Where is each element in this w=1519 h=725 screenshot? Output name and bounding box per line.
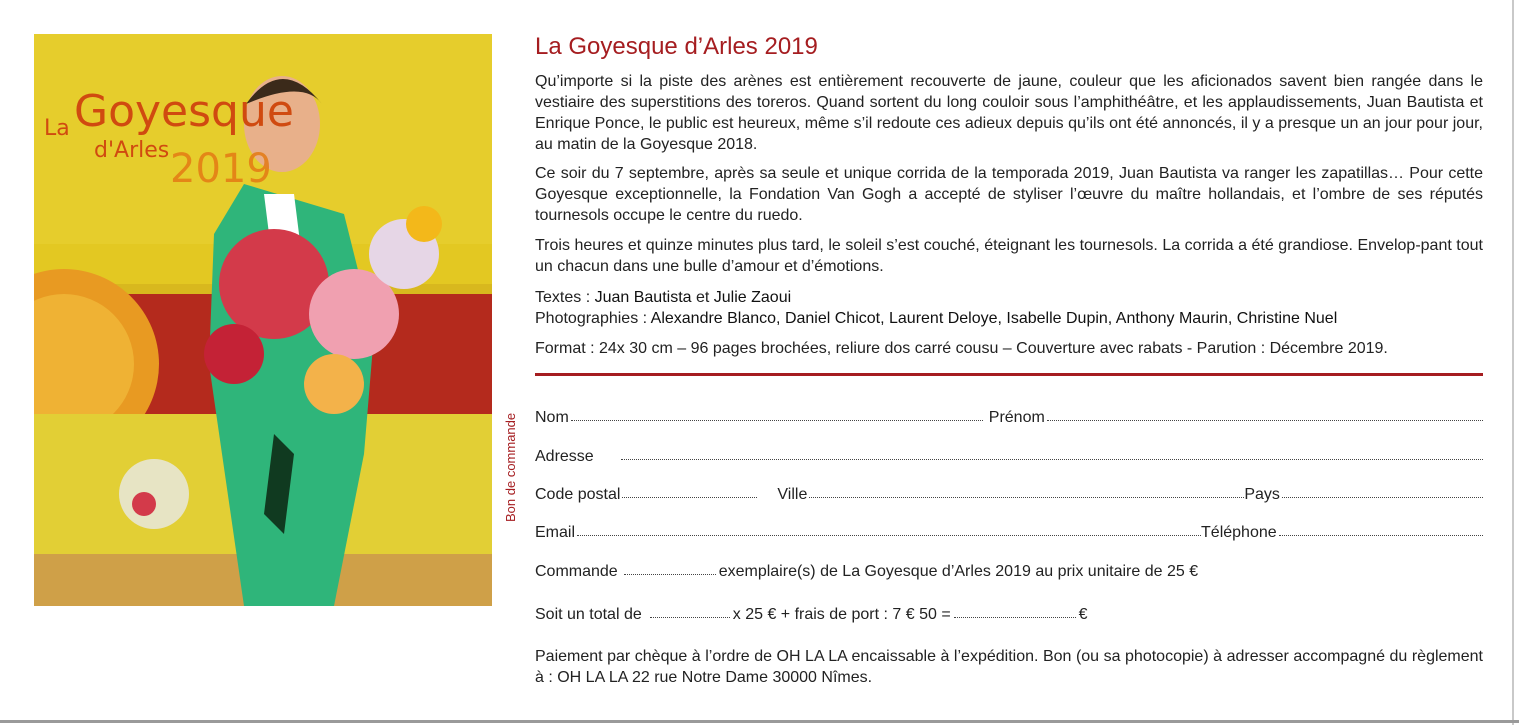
- pays-field[interactable]: [1282, 491, 1483, 498]
- email-field[interactable]: [577, 529, 1201, 536]
- telephone-field[interactable]: [1279, 529, 1483, 536]
- prenom-label: Prénom: [988, 409, 1045, 426]
- telephone-label: Téléphone: [1201, 524, 1277, 541]
- form-row-address: [535, 442, 1483, 466]
- cover-title-goyesque: Goyesque: [74, 86, 294, 137]
- prenom-field[interactable]: [1047, 414, 1483, 421]
- payment-info: Paiement par chèque à l’ordre de OH LA LA encaissable à l’expédition. Bon (ou sa photocopie) à adresser accompagné du règlement à : OH LA LA 22 rue Notre Dame 30000 Nîmes.: [535, 648, 1483, 686]
- credits-photos-line: [535, 308, 1483, 329]
- paragraph-1: Qu’importe si la piste des arènes est entièrement recouverte de jaune, couleur que les aficionados savent bien rangée dans le vestiaire des superstitions des toreros. Quand sortent du long couloir sous l’amphithéâtre, et les applaudissements, Juan Bautista et Enrique Ponce, le public est heureux, même s’il redoute ces adieux depuis qu’ils ont été annoncés, il y a presque un an jour pour jour, au matin de la Goyesque 2018.: [535, 73, 1483, 153]
- total-text: x 25 € + frais de port : 7 € 50 =: [732, 606, 951, 623]
- commande-label: Commande: [535, 563, 618, 580]
- order-form-side-label: Bon de commande: [503, 412, 518, 522]
- form-row-order: [535, 557, 1483, 581]
- nom-label: Nom: [535, 409, 569, 426]
- credits-author-2: Julie Zaoui: [713, 289, 792, 306]
- credits-author-1: Juan Bautista: [594, 289, 692, 306]
- code-postal-field[interactable]: [622, 491, 757, 498]
- code-postal-label: Code postal: [535, 486, 621, 503]
- book-cover-image: [34, 34, 492, 606]
- page-bottom-border: [0, 720, 1519, 723]
- adresse-label: Adresse: [535, 448, 594, 465]
- email-label: Email: [535, 524, 576, 541]
- paragraph-3: Trois heures et quinze minutes plus tard, le soleil s’est couché, éteignant les tournesols. La corrida a été grandiose. Envelop-pant tout un chacun dans une bulle d’amour et d’émotions.: [535, 237, 1483, 275]
- total-quantity-field[interactable]: [650, 611, 730, 618]
- cover-title-darles: d'Arles: [94, 138, 170, 163]
- book-format: Format : 24x 30 cm – 96 pages brochées, reliure dos carré cousu – Couverture avec rabats - Parution : Décembre 2019.: [535, 340, 1388, 357]
- pays-label: Pays: [1244, 486, 1280, 503]
- credits-texts-line: [535, 287, 1483, 308]
- quantity-field[interactable]: [624, 568, 716, 575]
- total-label: Soit un total de: [535, 606, 642, 623]
- page-right-border: [1512, 0, 1514, 725]
- page-title: La Goyesque d’Arles 2019: [535, 33, 818, 60]
- paragraph-2: Ce soir du 7 septembre, après sa seule et unique corrida de la temporada 2019, Juan Bautista va ranger les zapatillas… Pour cette Goyesque exceptionnelle, la Fondation Van Gogh a accepté de styliser l’œuvre du maître hollandais, et l’ombre de ses réputés tournesols occupe le centre du ruedo.: [535, 165, 1483, 224]
- total-amount-field[interactable]: [954, 611, 1076, 618]
- cover-title-la: La: [44, 116, 70, 141]
- form-row-name: [535, 403, 1483, 427]
- form-row-total: [535, 600, 1483, 624]
- credits-photographers: Alexandre Blanco, Daniel Chicot, Laurent Deloye, Isabelle Dupin, Anthony Maurin, Christine Nuel: [650, 310, 1338, 327]
- euro-sign: €: [1078, 606, 1088, 623]
- credits-photos-label: Photographies :: [535, 310, 651, 327]
- ville-field[interactable]: [809, 491, 1244, 498]
- cover-title-year: 2019: [170, 146, 272, 192]
- nom-field[interactable]: [571, 414, 983, 421]
- ville-label: Ville: [777, 486, 808, 503]
- credits-and: et: [691, 289, 714, 306]
- adresse-field[interactable]: [621, 453, 1483, 460]
- form-row-city: [535, 480, 1483, 504]
- commande-text: exemplaire(s) de La Goyesque d’Arles 2019 au prix unitaire de 25 €: [718, 563, 1199, 580]
- divider-rule: [535, 373, 1483, 376]
- credits-texts-label: Textes :: [535, 289, 595, 306]
- credits: [535, 287, 1483, 329]
- form-row-contact: [535, 518, 1483, 542]
